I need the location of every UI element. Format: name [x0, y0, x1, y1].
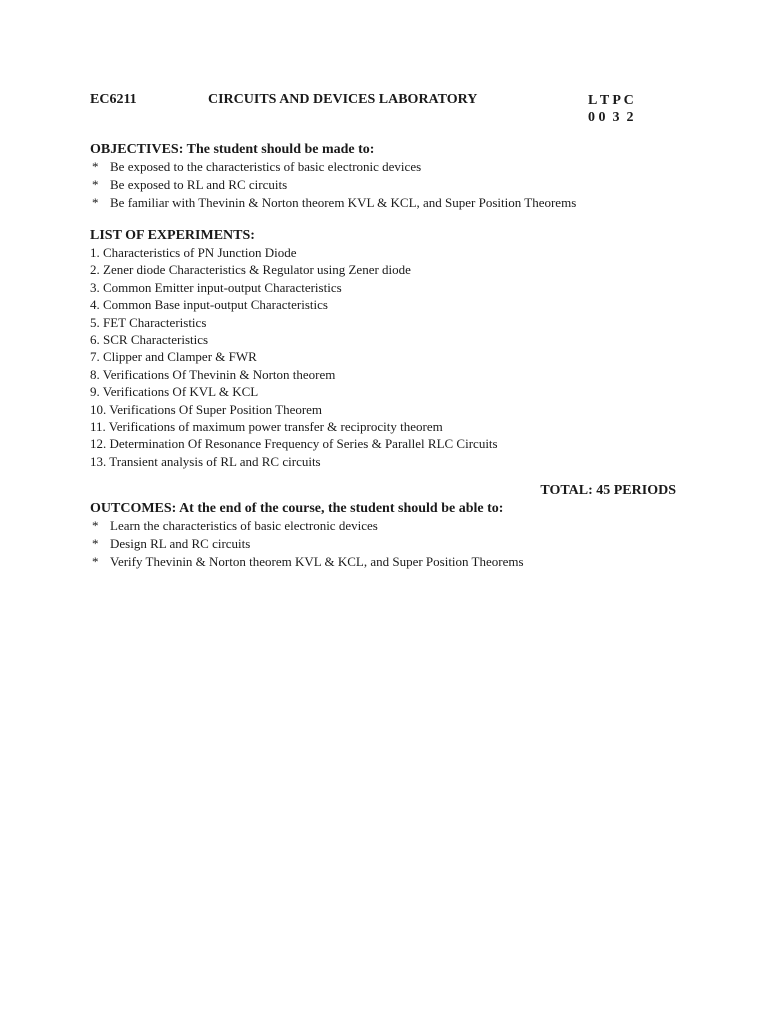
course-header — [90, 92, 690, 128]
ltpc-block — [588, 92, 648, 126]
experiments-section — [90, 227, 710, 470]
outcome-item: * Verify Thevinin & Norton theorem KVL & KCL, and Super Position Theorems — [92, 554, 524, 569]
bullet-star-icon: * — [92, 554, 99, 569]
experiment-item: 2. Zener diode Characteristics & Regulator using Zener diode — [90, 262, 411, 278]
outcomes-heading: OUTCOMES: At the end of the course, the student should be able to: — [90, 501, 504, 516]
experiment-item: 12. Determination Of Resonance Frequency of Series & Parallel RLC Circuits — [90, 436, 498, 452]
experiments-heading: LIST OF EXPERIMENTS: — [90, 228, 255, 243]
experiment-item: 4. Common Base input-output Characteristics — [90, 297, 328, 313]
experiment-item: 7. Clipper and Clamper & FWR — [90, 349, 257, 365]
experiment-item: 10. Verifications Of Super Position Theorem — [90, 401, 323, 417]
experiment-item: 5. FET Characteristics — [90, 314, 207, 330]
bullet-star-icon: * — [92, 159, 99, 174]
objective-item: * Be familiar with Thevinin & Norton theorem KVL & KCL, and Super Position Theorems — [92, 195, 577, 210]
objective-item: * Be exposed to the characteristics of basic electronic devices — [92, 159, 422, 174]
bullet-star-icon: * — [92, 518, 99, 533]
experiment-item: 8. Verifications Of Thevinin & Norton theorem — [90, 366, 336, 382]
experiment-item: 1. Characteristics of PN Junction Diode — [90, 245, 297, 260]
bullet-star-icon: * — [92, 536, 99, 551]
experiment-item: 6. SCR Characteristics — [90, 331, 209, 347]
experiment-item: 11. Verifications of maximum power transfer & reciprocity theorem — [90, 418, 443, 434]
objective-item: * Be exposed to RL and RC circuits — [92, 177, 288, 192]
outcome-item: * Learn the characteristics of basic electronic devices — [92, 518, 378, 533]
course-code: EC6211 — [90, 92, 137, 107]
bullet-star-icon: * — [92, 195, 99, 210]
course-title: CIRCUITS AND DEVICES LABORATORY — [208, 92, 478, 107]
ltpc-values: 0 0 3 2 — [588, 110, 634, 125]
objectives-section — [90, 141, 710, 212]
ltpc-label: L T P C — [588, 93, 634, 108]
outcomes-section — [90, 500, 710, 571]
experiment-item: 9. Verifications Of KVL & KCL — [90, 384, 259, 400]
total-periods: TOTAL: 45 PERIODS — [540, 483, 676, 498]
bullet-star-icon: * — [92, 177, 99, 192]
experiment-item: 13. Transient analysis of RL and RC circuits — [90, 453, 321, 469]
experiment-item: 3. Common Emitter input-output Characteristics — [90, 279, 342, 295]
outcome-item: * Design RL and RC circuits — [92, 536, 251, 551]
objectives-heading: OBJECTIVES: The student should be made to: — [90, 142, 375, 157]
